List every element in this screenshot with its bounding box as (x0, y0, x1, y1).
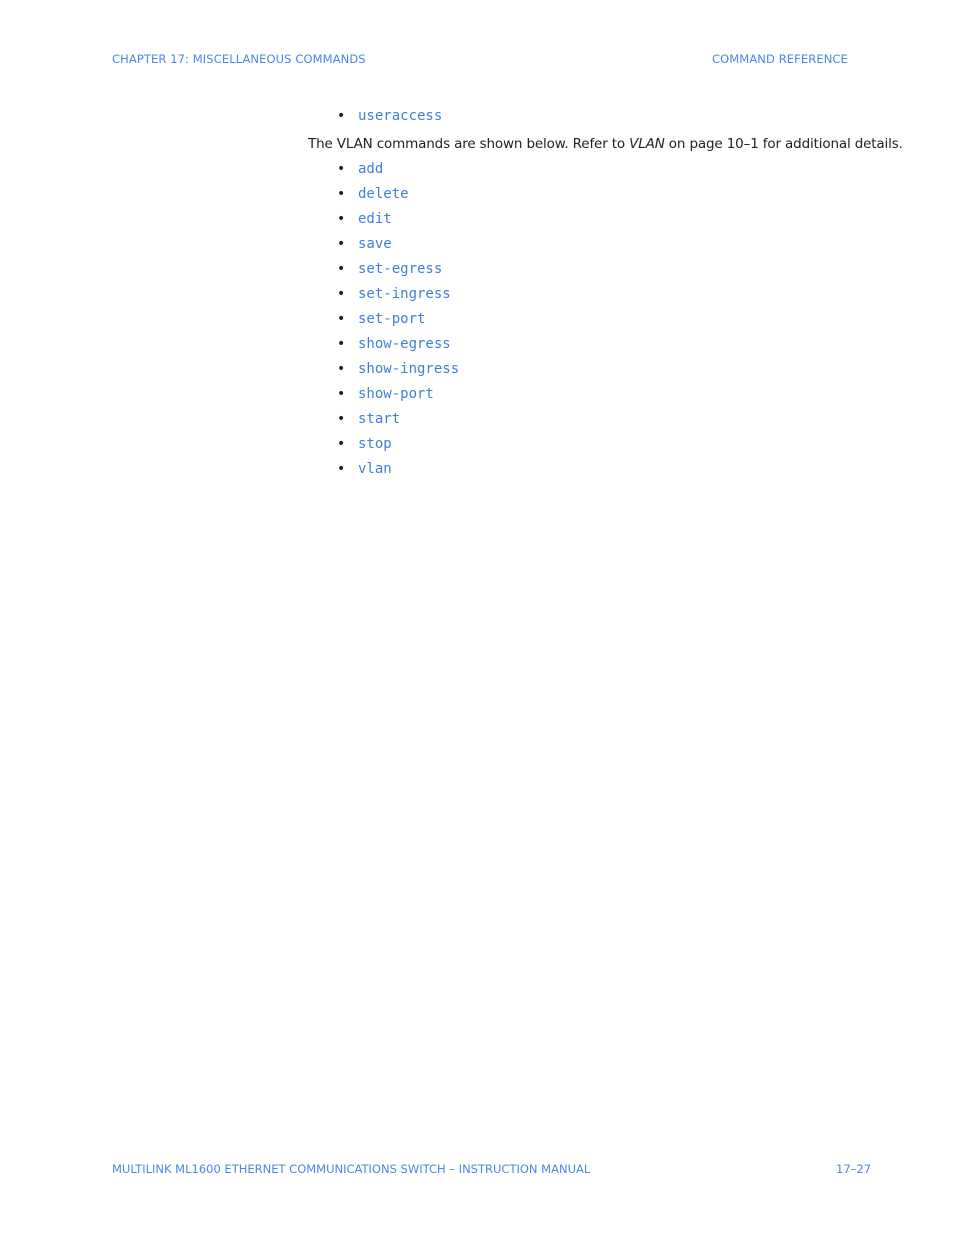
bullet-icon: • (337, 311, 346, 327)
bullet-icon: • (337, 411, 346, 427)
command-link-set-egress[interactable]: set-egress (358, 261, 443, 277)
footer-manual-title: MULTILINK ML1600 ETHERNET COMMUNICATIONS SWITCH – INSTRUCTION MANUAL (112, 1162, 591, 1176)
bullet-icon: • (337, 261, 346, 277)
command-link-start[interactable]: start (358, 411, 401, 427)
command-link-useraccess[interactable]: useraccess (358, 108, 443, 124)
command-link-vlan[interactable]: vlan (358, 461, 392, 477)
bullet-icon: • (337, 186, 346, 202)
command-link-edit[interactable]: edit (358, 211, 392, 227)
command-link-set-port[interactable]: set-port (358, 311, 426, 327)
vlan-intro-paragraph (308, 136, 903, 152)
running-header-chapter: CHAPTER 17: MISCELLANEOUS COMMANDS (112, 52, 366, 66)
running-header-section: COMMAND REFERENCE (712, 52, 848, 66)
command-link-show-ingress[interactable]: show-ingress (358, 361, 460, 377)
footer-page-number: 17–27 (836, 1162, 872, 1176)
vlan-intro-text-after: on page 10–1 for additional details. (664, 136, 903, 152)
command-link-stop[interactable]: stop (358, 436, 392, 452)
bullet-icon: • (337, 211, 346, 227)
vlan-reference-link[interactable]: VLAN (629, 136, 665, 152)
command-link-delete[interactable]: delete (358, 186, 409, 202)
bullet-icon: • (337, 361, 346, 377)
bullet-icon: • (337, 336, 346, 352)
bullet-icon: • (337, 108, 346, 124)
command-link-show-port[interactable]: show-port (358, 386, 434, 402)
bullet-icon: • (337, 236, 346, 252)
command-link-show-egress[interactable]: show-egress (358, 336, 451, 352)
command-link-save[interactable]: save (358, 236, 392, 252)
bullet-icon: • (337, 286, 346, 302)
bullet-icon: • (337, 386, 346, 402)
bullet-icon: • (337, 436, 346, 452)
command-link-add[interactable]: add (358, 161, 384, 177)
bullet-icon: • (337, 161, 346, 177)
command-link-set-ingress[interactable]: set-ingress (358, 286, 451, 302)
bullet-icon: • (337, 461, 346, 477)
vlan-intro-text-before: The VLAN commands are shown below. Refer to (308, 136, 630, 152)
